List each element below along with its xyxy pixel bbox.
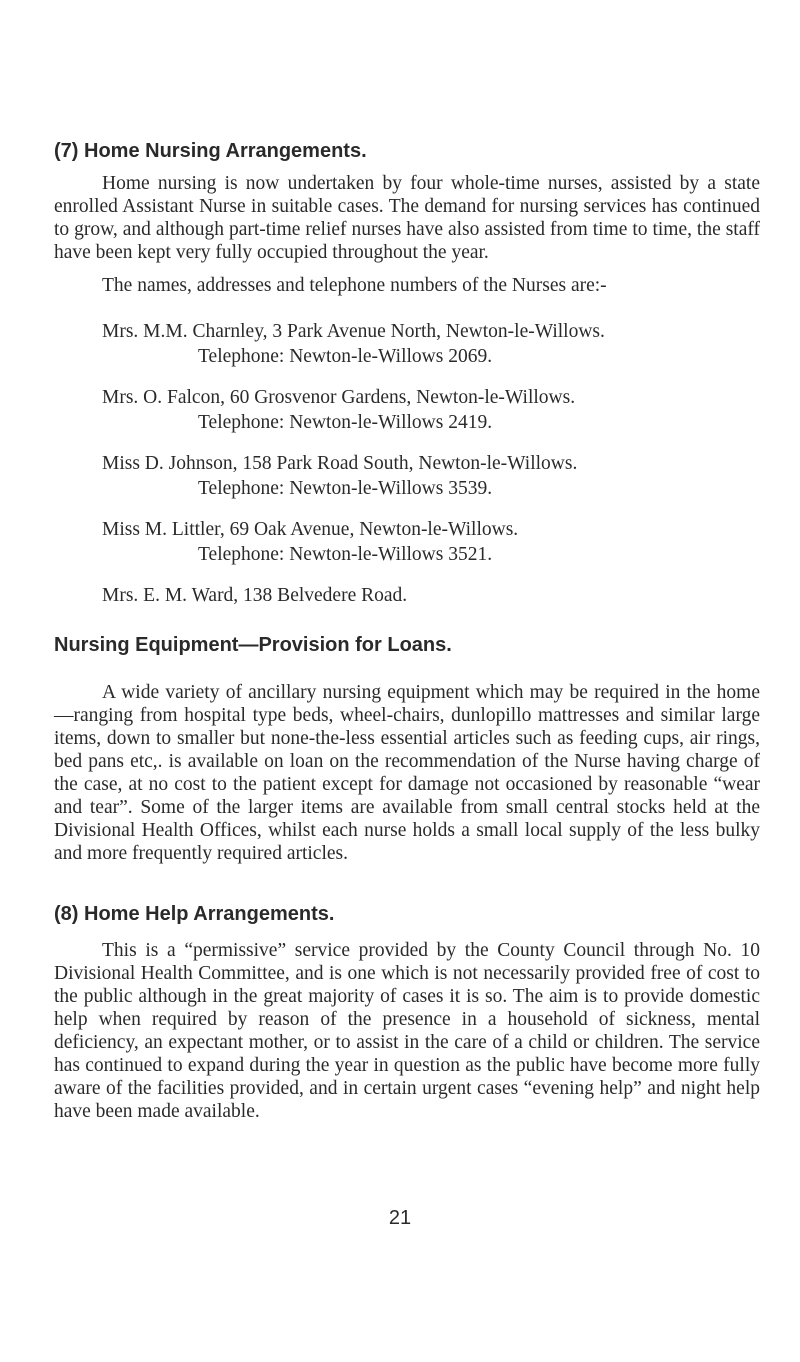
home-help-paragraph: This is a “permissive” service provided by the County Council through No. 10 Divisional Health Committee, and is one which is not necessarily provided free of cost to the public although in the great majority of cases it is so. The aim is to provide domestic help when required by reason of the presence in a household of sickness, mental deficiency, an expectant mother, or to assist in the care of a child or children. The service has continued to expand during the year in question as the public have become more fully aware of the facilities provided, and in certain urgent cases “evening help” and night help have been made available.: [54, 940, 760, 1122]
nurses-list-intro: The names, addresses and telephone numbers of the Nurses are:-: [102, 275, 607, 296]
page-number: 21: [388, 1207, 412, 1229]
nurse-address: Mrs. O. Falcon, 60 Grosvenor Gardens, Newton-le-Willows.: [102, 387, 576, 408]
nurse-address: Mrs. M.M. Charnley, 3 Park Avenue North, Newton-le-Willows.: [102, 321, 605, 342]
nurse-address: Miss M. Littler, 69 Oak Avenue, Newton-le-Willows.: [102, 519, 519, 540]
section-7-heading: (7) Home Nursing Arrangements.: [54, 140, 367, 162]
nursing-equipment-heading: Nursing Equipment—Provision for Loans.: [54, 634, 452, 656]
home-nursing-intro-paragraph: Home nursing is now undertaken by four whole-time nurses, assisted by a state enrolled Assistant Nurse in suitable cases. The demand for nursing services has continued to grow, and although part-time relief nurses have also assisted from time to time, the staff have been kept very fully occupied throughout the year.: [54, 173, 760, 263]
nurse-telephone: Telephone: Newton-le-Willows 2069.: [198, 346, 493, 367]
nurse-telephone: Telephone: Newton-le-Willows 3539.: [198, 478, 493, 499]
nurse-telephone: Telephone: Newton-le-Willows 3521.: [198, 544, 493, 565]
section-8-heading: (8) Home Help Arrangements.: [54, 903, 335, 925]
nursing-equipment-paragraph: A wide variety of ancillary nursing equipment which may be required in the home—ranging from hospital type beds, wheel-chairs, dunlopillo mattresses and similar large items, down to smaller but none-the-less essential articles such as feeding cups, air rings, bed pans etc,. is available on loan on the recommendation of the Nurse having charge of the case, at no cost to the patient except for damage not occasioned by reasonable “wear and tear”. Some of the larger items are available from small central stocks held at the Divisional Health Offices, whilst each nurse holds a small local supply of the less bulky and more frequently required articles.: [54, 682, 760, 864]
nurse-telephone: Telephone: Newton-le-Willows 2419.: [198, 412, 493, 433]
nurse-address: Miss D. Johnson, 158 Park Road South, Newton-le-Willows.: [102, 453, 578, 474]
nurse-address: Mrs. E. M. Ward, 138 Belvedere Road.: [102, 585, 408, 606]
